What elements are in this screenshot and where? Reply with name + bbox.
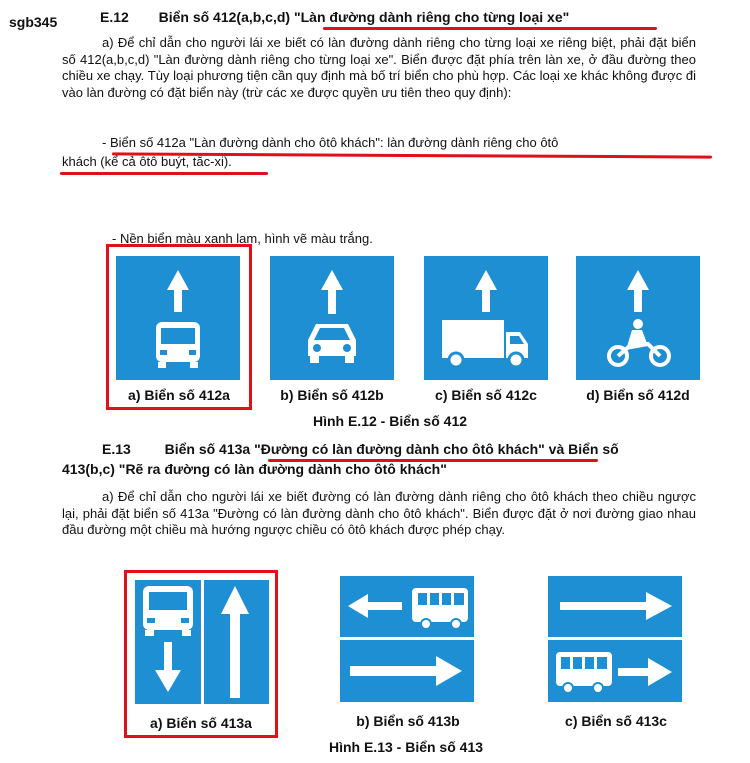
arrow-right-icon [350, 656, 462, 686]
caption-413b: b) Biển số 413b [356, 713, 460, 729]
sign-412b [270, 256, 394, 380]
car-icon [270, 256, 394, 380]
sign-412c [424, 256, 548, 380]
e12-bullet-line2: khách (kể cả ôtô buýt, tắc-xi). [62, 154, 232, 169]
sign-412d [576, 256, 700, 380]
section-e13-heading [102, 441, 619, 457]
section-number: E.13 [102, 441, 131, 457]
underline-e12-title [323, 27, 657, 30]
caption-412d: d) Biển số 412d [586, 387, 690, 403]
watermark: sgb345 [9, 14, 58, 30]
motorbike-icon [576, 256, 700, 380]
figure-caption-e13: Hình E.13 - Biển số 413 [328, 739, 484, 755]
e13-paragraph-a: a) Để chỉ dẫn cho người lái xe biết đường có làn đường dành riêng cho ôtô khách theo chiều ngược lại, phải đặt biển số 413a "Đường có làn đường dành cho ôtô khách". Biển được đặt ở nơi đường giao nhau đầu đường một chiều mà hướng ngược chiều có ôtô khách được phép chạy. [62, 489, 696, 537]
e12-paragraph-a: a) Để chỉ dẫn cho người lái xe biết có làn đường dành riêng cho từng loại xe riêng biệt, phải đặt biển số 412(a,b,c,d) "Làn đường dành riêng cho từng loại xe". Biển được đặt phía trên làn xe, ở đầu đường theo chiều xe chạy. Tùy loại phương tiện cần quy định mà bố trí biển cho phù hợp. Các loại xe khác không được đi vào làn đường có đặt biển này (trừ các xe được quyền ưu tiên theo quy định): [62, 35, 696, 100]
sign-413c [548, 576, 682, 702]
section-e13-heading-line2: 413(b,c) "Rẽ ra đường có làn đường dành cho ôtô khách" [62, 461, 447, 477]
section-title-prefix: Biển số 412(a,b,c,d) " [158, 9, 301, 25]
bus-icon [556, 652, 612, 693]
caption-412b: b) Biển số 412b [280, 387, 384, 403]
e12-note: - Nền biển màu xanh lam, hình vẽ màu trắng. [112, 231, 373, 246]
arrow-right-icon [560, 592, 672, 620]
section-title-quote: Đường có làn đường dành cho ôtô khách" [260, 441, 545, 457]
arrow-left-icon [348, 594, 402, 618]
section-title-suffix: và Biển số [544, 441, 619, 457]
caption-412c: c) Biển số 412c [435, 387, 537, 403]
caption-412a: a) Biển số 412a [128, 387, 230, 403]
caption-413a: a) Biển số 413a [150, 715, 252, 731]
arrow-right-icon [618, 658, 672, 686]
figure-caption-e12: Hình E.12 - Biển số 412 [312, 413, 468, 429]
underline-e12-bullet2 [60, 172, 268, 175]
sign-413b [340, 576, 474, 702]
highlight-box-413a [124, 570, 278, 738]
section-number: E.12 [100, 9, 129, 25]
highlight-box-412a [106, 244, 252, 410]
section-title-prefix: Biển số 413a " [164, 441, 261, 457]
bus-icon [412, 588, 468, 629]
e12-bullet-line1: - Biển số 412a "Làn đường dành cho ôtô khách": làn đường dành riêng cho ôtô [102, 135, 559, 150]
section-e12-heading [100, 9, 569, 25]
section-title-quote: Làn đường dành riêng cho từng loại xe" [300, 9, 570, 25]
truck-icon [424, 256, 548, 380]
caption-413c: c) Biển số 413c [565, 713, 667, 729]
